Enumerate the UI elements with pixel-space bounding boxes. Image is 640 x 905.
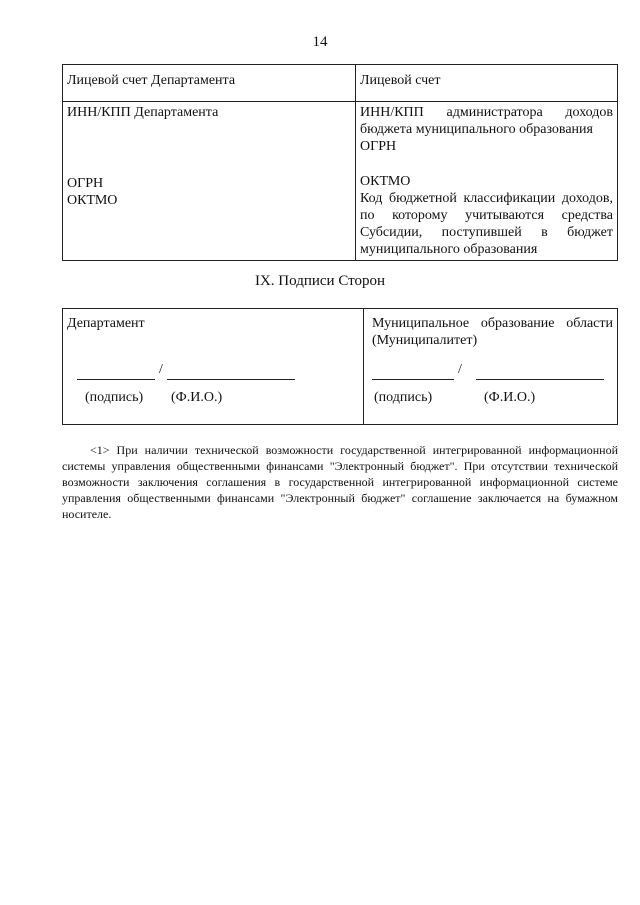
right-signature-line xyxy=(372,379,454,380)
header-left-cell: Лицевой счет Департамента xyxy=(63,65,356,102)
left-name-caption: (Ф.И.О.) xyxy=(171,390,223,405)
left-name-line xyxy=(167,379,295,380)
right-signature-cell xyxy=(364,309,618,425)
header-right-cell: Лицевой счет xyxy=(356,65,618,102)
left-signature-line xyxy=(77,379,155,380)
requisites-header-row xyxy=(63,65,618,102)
right-signature-caption: (подпись) xyxy=(374,390,433,405)
left-slash: / xyxy=(159,362,163,377)
right-inn-kpp: ИНН/КПП администратора доходов бюджета муниципального образования xyxy=(360,105,613,137)
right-party-name: Муниципальное образование области (Муниципалитет) xyxy=(372,316,613,348)
right-oktmo: ОКТМО xyxy=(360,174,411,189)
left-ogrn: ОГРН xyxy=(67,176,104,191)
left-party-name: Департамент xyxy=(67,316,145,331)
left-signature-cell xyxy=(63,309,364,425)
right-slash: / xyxy=(458,362,462,377)
signatures-title: IX. Подписи Сторон xyxy=(254,273,386,289)
signatures-row xyxy=(63,309,618,425)
left-signature-caption: (подпись) xyxy=(85,390,144,405)
left-inn-kpp: ИНН/КПП Департамента xyxy=(67,105,219,120)
requisites-table xyxy=(62,64,618,261)
right-name-line xyxy=(476,379,604,380)
right-kbk: Код бюджетной классификации доходов, по которому учитываются средства Субсидии, поступившей в бюджет муниципального образования xyxy=(360,191,613,257)
right-requisites-cell xyxy=(356,102,618,261)
left-requisites-cell xyxy=(63,102,356,261)
signatures-table xyxy=(62,308,618,425)
left-oktmo: ОКТМО xyxy=(67,193,118,208)
right-ogrn: ОГРН xyxy=(360,139,397,154)
page-number: 14 xyxy=(312,34,328,50)
right-name-caption: (Ф.И.О.) xyxy=(484,390,536,405)
footnote: <1> При наличии технической возможности государственной интегрированной информационной системы управления общественными финансами "Электронный бюджет". При отсутствии технической возможности заключения соглашения в государственной интегрированной информационной системе управления общественными финансами "Электронный бюджет" соглашение заключается на бумажном носителе. xyxy=(62,443,618,521)
requisites-body-row xyxy=(63,102,618,261)
